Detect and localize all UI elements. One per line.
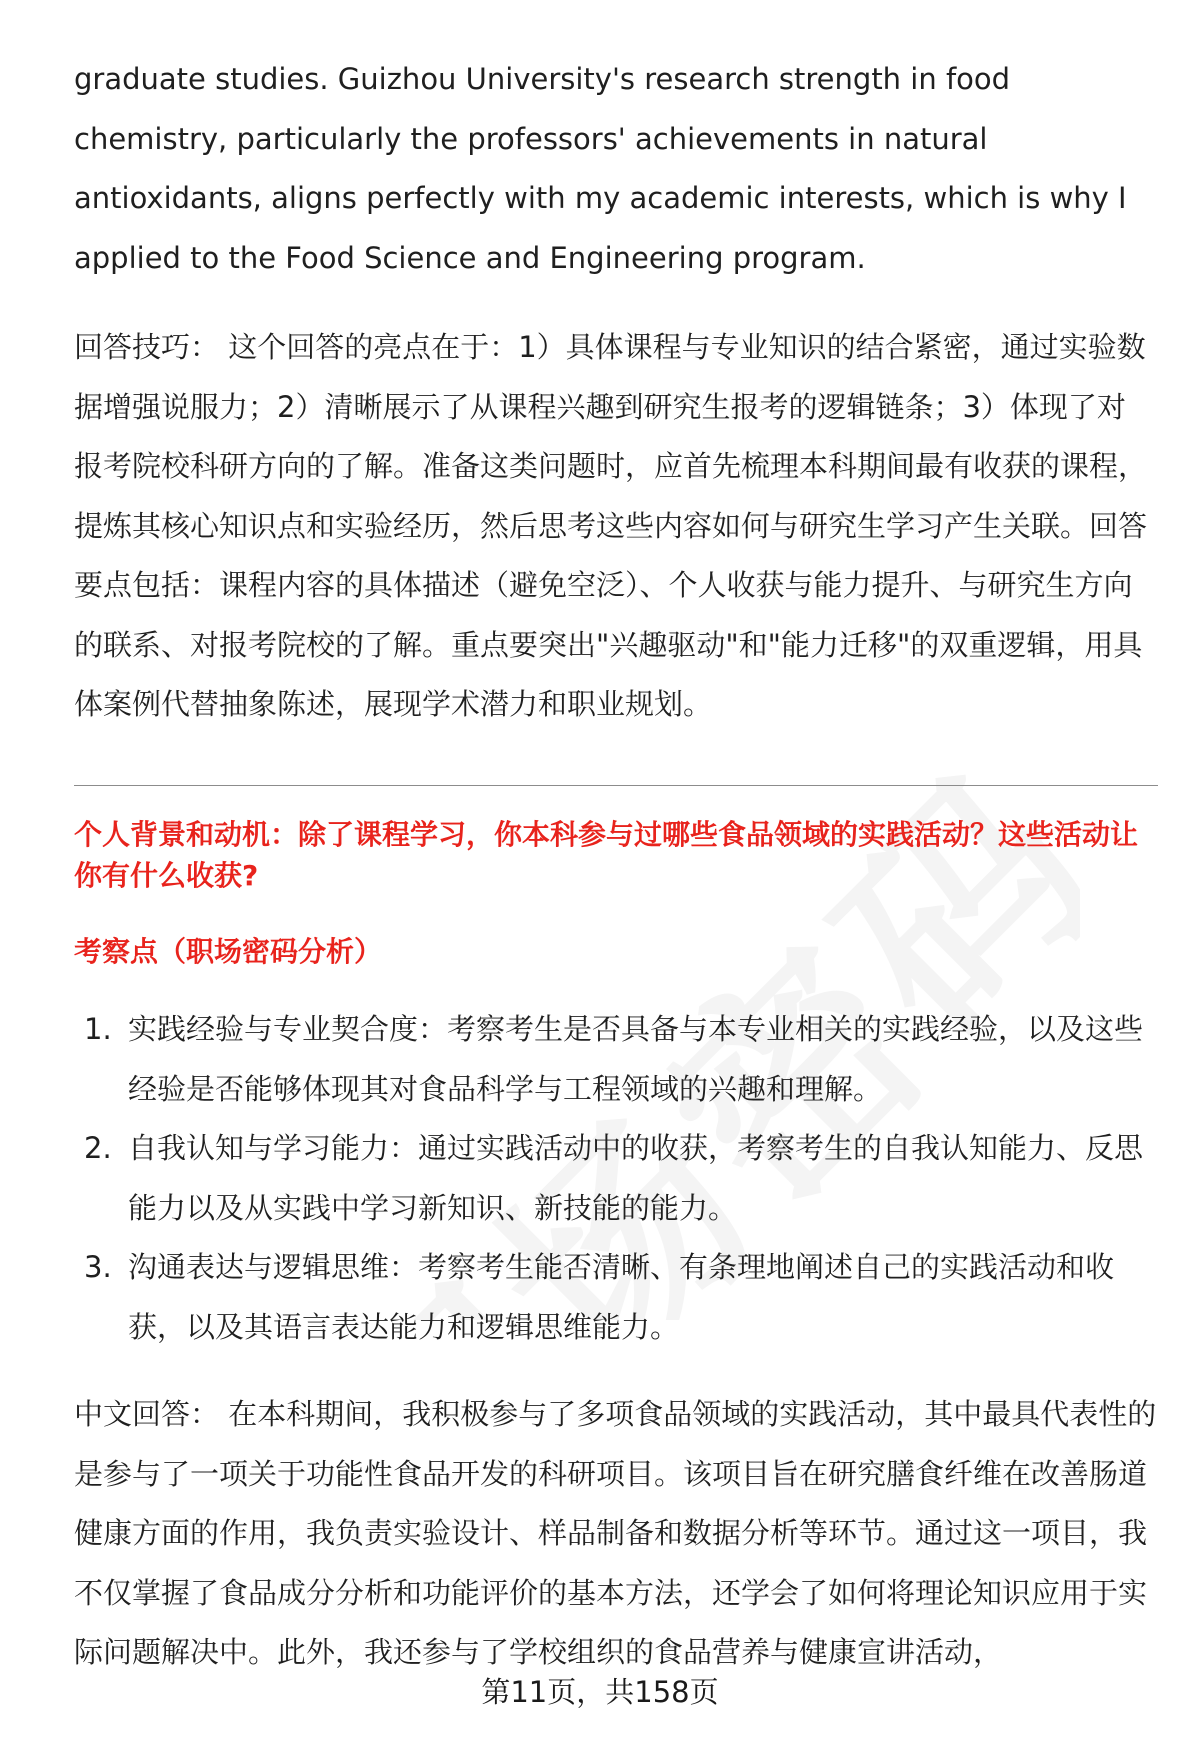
assessment-points-list — [74, 1000, 1164, 1357]
question-heading: 个人背景和动机：除了课程学习，你本科参与过哪些食品领域的实践活动？这些活动让你有什么收获? — [74, 818, 1139, 892]
list-item-number: 3. — [84, 1250, 112, 1284]
answer-tips-paragraph: 回答技巧： 这个回答的亮点在于：1）具体课程与专业知识的结合紧密，通过实验数据增强说服力；2）清晰展示了从课程兴趣到研究生报考的逻辑链条；3）体现了对报考院校科研方向的了解。准备这类问题时，应首先梳理本科期间最有收获的课程，提炼其核心知识点和实验经历，然后思考这些内容如何与研究生学习产生关联。回答要点包括：课程内容的具体描述（避免空泛）、个人收获与能力提升、与研究生方向的联系、对报考院校的了解。重点要突出"兴趣驱动"和"能力迁移"的双重逻辑，用具体案例代替抽象陈述，展现学术潜力和职业规划。 — [74, 330, 1148, 721]
page-number: 第11页，共158页 — [481, 1675, 719, 1709]
list-item-text: 沟通表达与逻辑思维：考察考生能否清晰、有条理地阐述自己的实践活动和收获，以及其语言表达能力和逻辑思维能力。 — [128, 1250, 1115, 1344]
list-item-number: 2. — [84, 1131, 112, 1165]
list-item — [74, 1238, 1164, 1357]
list-item-text: 实践经验与专业契合度：考察考生是否具备与本专业相关的实践经验，以及这些经验是否能够体现其对食品科学与工程领域的兴趣和理解。 — [128, 1012, 1144, 1106]
list-item-text: 自我认知与学习能力：通过实践活动中的收获，考察考生的自我认知能力、反思能力以及从实践中学习新知识、新技能的能力。 — [128, 1131, 1144, 1225]
section-divider — [74, 785, 1158, 786]
list-item — [74, 1119, 1164, 1238]
list-item-number: 1. — [84, 1012, 112, 1046]
assessment-points-heading: 考察点（职场密码分析） — [74, 935, 383, 968]
chinese-answer-paragraph: 中文回答： 在本科期间，我积极参与了多项食品领域的实践活动，其中最具代表性的是参与了一项关于功能性食品开发的科研项目。该项目旨在研究膳食纤维在改善肠道健康方面的作用，我负责实验设计、样品制备和数据分析等环节。通过这一项目，我不仅掌握了食品成分分析和功能评价的基本方法，还学会了如何将理论知识应用于实际问题解决中。此外，我还参与了学校组织的食品营养与健康宣讲活动， — [74, 1397, 1157, 1669]
list-item — [74, 1000, 1164, 1119]
english-answer-paragraph: graduate studies. Guizhou University's research strength in food chemistry, particularly the professors' achievements in natural antioxidants, aligns perfectly with my academic interests, which is why I applied to the Food Science and Engineering program. — [74, 62, 1127, 275]
